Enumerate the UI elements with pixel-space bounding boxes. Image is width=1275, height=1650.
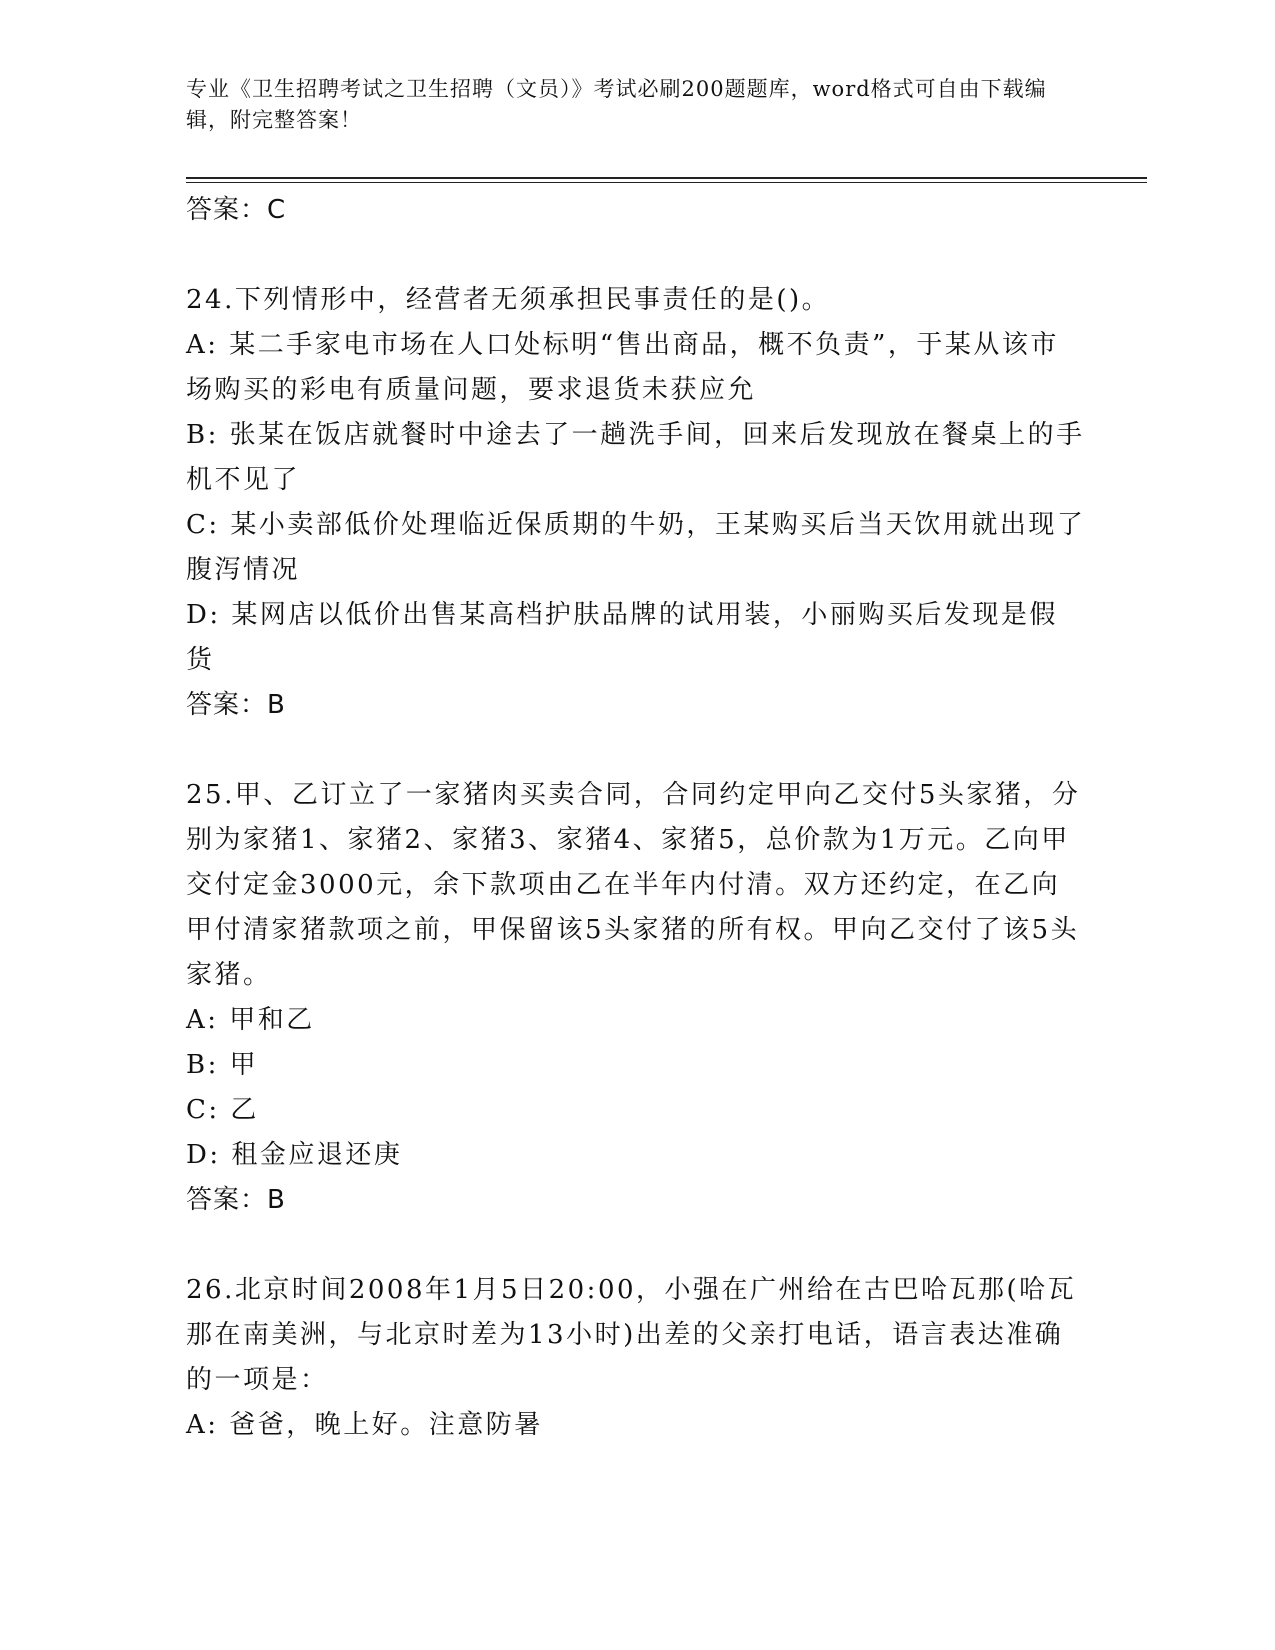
option-c: C: 乙 [186,1095,259,1125]
answer-value: B [267,690,286,720]
answer-label: 答案： [186,690,268,720]
answer-label: 答案： [186,1185,268,1215]
question-block [186,1268,1086,1448]
option-d: D: 某网店以低价出售某高档护肤品牌的试用装，小丽购买后发现是假货 [186,600,1058,675]
document-header: 专业《卫生招聘考试之卫生招聘（文员）》考试必刷200题题库，word格式可自由下载编辑，附完整答案！ [186,77,1047,132]
answer-line [186,683,1086,728]
header-rule-thin [186,182,1147,183]
question-block [186,773,1086,1223]
question-stem: 25.甲、乙订立了一家猪肉买卖合同，合同约定甲向乙交付5头家猪，分别为家猪1、家猪2、家猪3、家猪4、家猪5，总价款为1万元。乙向甲交付定金3000元，余下款项由乙在半年内付清。双方还约定，在乙向甲付清家猪款项之前，甲保留该5头家猪的所有权。甲向乙交付了该5头家猪。 [186,780,1081,990]
option-a: A: 某二手家电市场在人口处标明“售出商品，概不负责”，于某从该市场购买的彩电有质量问题，要求退货未获应允 [186,330,1059,405]
option-c: C: 某小卖部低价处理临近保质期的牛奶，王某购买后当天饮用就出现了腹泻情况 [186,510,1086,585]
header-rule-thick [186,177,1147,179]
answer-value: C [267,195,287,225]
option-d: D: 租金应退还庚 [186,1140,403,1170]
question-list [186,188,1086,1448]
question-block [186,278,1086,728]
option-a: A: 甲和乙 [186,1005,315,1035]
option-b: B: 甲 [186,1050,259,1080]
answer-line [186,188,1086,233]
answer-value: B [267,1185,286,1215]
question-stem: 24.下列情形中，经营者无须承担民事责任的是()。 [186,285,831,315]
question-stem: 26.北京时间2008年1月5日20:00，小强在广州给在古巴哈瓦那(哈瓦那在南美洲，与北京时差为13小时)出差的父亲打电话，语言表达准确的一项是： [186,1275,1077,1395]
option-b: B: 张某在饭店就餐时中途去了一趟洗手间，回来后发现放在餐桌上的手机不见了 [186,420,1085,495]
option-a: A: 爸爸，晚上好。注意防暑 [186,1410,543,1440]
answer-line [186,1178,1086,1223]
answer-label: 答案： [186,195,268,225]
